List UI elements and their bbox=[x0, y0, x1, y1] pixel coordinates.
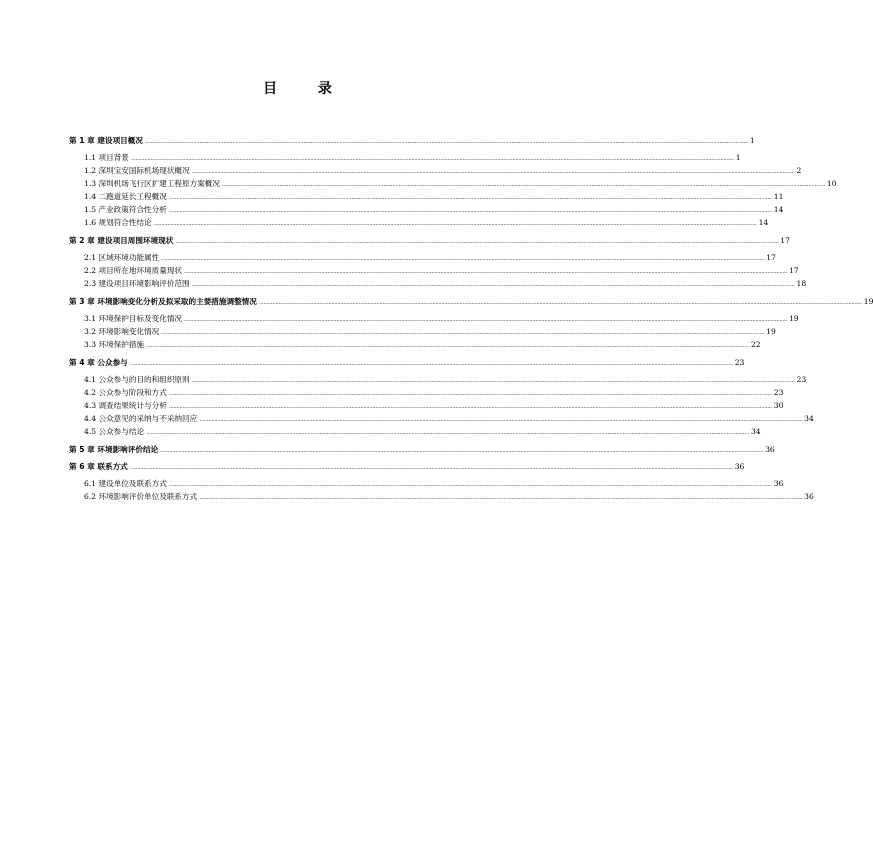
toc-dot-leader: ................................................................................................................................................................................................................................................................................................................................................................................................................ bbox=[160, 447, 764, 454]
toc-page-number: 36 bbox=[734, 462, 745, 471]
toc-entry-title: 第 3 章 环境影响变化分析及拟采取的主要措施调整情况 bbox=[69, 297, 257, 306]
toc-entry-title: 第 6 章 联系方式 bbox=[69, 462, 128, 471]
toc-section-entry[interactable] bbox=[69, 177, 837, 190]
toc-page-number: 17 bbox=[766, 253, 776, 262]
toc-dot-leader: ................................................................................................................................................................................................................................................................................................................................................................................................................ bbox=[184, 268, 787, 275]
toc-page-number: 19 bbox=[863, 297, 873, 306]
toc-dot-leader: ................................................................................................................................................................................................................................................................................................................................................................................................................ bbox=[153, 220, 757, 227]
toc-section-entry[interactable] bbox=[69, 312, 799, 325]
toc-dot-leader: ................................................................................................................................................................................................................................................................................................................................................................................................................ bbox=[146, 429, 749, 436]
toc-dot-leader: ................................................................................................................................................................................................................................................................................................................................................................................................................ bbox=[129, 464, 733, 471]
toc-page-number: 34 bbox=[804, 414, 814, 423]
toc-section-entry[interactable] bbox=[69, 412, 814, 425]
toc-section-entry[interactable] bbox=[69, 203, 784, 216]
toc-dot-leader: ................................................................................................................................................................................................................................................................................................................................................................................................................ bbox=[199, 416, 803, 423]
toc-dot-leader: ................................................................................................................................................................................................................................................................................................................................................................................................................ bbox=[191, 281, 795, 288]
toc-page-number: 2 bbox=[796, 166, 802, 175]
toc-dot-leader: ................................................................................................................................................................................................................................................................................................................................................................................................................ bbox=[129, 360, 733, 367]
toc-section-entry[interactable] bbox=[69, 373, 807, 386]
toc-chapter-entry[interactable] bbox=[69, 234, 790, 247]
toc-dot-leader: ................................................................................................................................................................................................................................................................................................................................................................................................................ bbox=[168, 207, 772, 214]
toc-page-number: 1 bbox=[749, 136, 755, 145]
toc-section-entry[interactable] bbox=[69, 264, 799, 277]
toc-dot-leader: ................................................................................................................................................................................................................................................................................................................................................................................................................ bbox=[222, 181, 825, 188]
toc-page-number: 17 bbox=[780, 236, 790, 245]
toc-section-entry[interactable] bbox=[69, 151, 741, 164]
toc-page-number: 23 bbox=[734, 358, 745, 367]
toc-dot-leader: ................................................................................................................................................................................................................................................................................................................................................................................................................ bbox=[144, 138, 748, 145]
toc-dot-leader: ................................................................................................................................................................................................................................................................................................................................................................................................................ bbox=[168, 403, 772, 410]
toc-chapter-entry[interactable] bbox=[69, 356, 745, 369]
toc-page-number: 36 bbox=[765, 445, 775, 454]
toc-section-entry[interactable] bbox=[69, 190, 784, 203]
toc-section-entry[interactable] bbox=[69, 399, 784, 412]
page-title: 目 录 bbox=[263, 81, 350, 97]
toc-entry-title: 1.1 项目背景 bbox=[84, 153, 129, 162]
toc-entry-title: 4.3 调查结果统计与分析 bbox=[84, 401, 167, 410]
table-of-contents bbox=[69, 134, 873, 503]
toc-section-entry[interactable] bbox=[69, 325, 776, 338]
toc-entry-title: 2.2 项目所在地环境质量现状 bbox=[84, 266, 183, 275]
toc-section-entry[interactable] bbox=[69, 490, 814, 503]
toc-dot-leader: ................................................................................................................................................................................................................................................................................................................................................................................................................ bbox=[191, 168, 795, 175]
toc-dot-leader: ................................................................................................................................................................................................................................................................................................................................................................................................................ bbox=[168, 481, 772, 488]
toc-entry-title: 1.2 深圳宝安国际机场现状概况 bbox=[84, 166, 190, 175]
toc-dot-leader: ................................................................................................................................................................................................................................................................................................................................................................................................................ bbox=[161, 255, 765, 262]
toc-entry-title: 6.1 建设单位及联系方式 bbox=[84, 479, 167, 488]
toc-dot-leader: ................................................................................................................................................................................................................................................................................................................................................................................................................ bbox=[130, 155, 734, 162]
toc-chapter-entry[interactable] bbox=[69, 134, 755, 147]
toc-entry-title: 第 4 章 公众参与 bbox=[69, 358, 128, 367]
toc-section-entry[interactable] bbox=[69, 251, 776, 264]
toc-page-number: 11 bbox=[773, 192, 784, 201]
toc-chapter-entry[interactable] bbox=[69, 460, 745, 473]
toc-dot-leader: ................................................................................................................................................................................................................................................................................................................................................................................................................ bbox=[161, 329, 765, 336]
toc-dot-leader: ................................................................................................................................................................................................................................................................................................................................................................................................................ bbox=[168, 390, 772, 397]
toc-page-number: 36 bbox=[804, 492, 814, 501]
toc-page-number: 34 bbox=[750, 427, 761, 436]
toc-entry-title: 1.5 产业政策符合性分析 bbox=[84, 205, 167, 214]
toc-dot-leader: ................................................................................................................................................................................................................................................................................................................................................................................................................ bbox=[191, 377, 795, 384]
toc-entry-title: 6.2 环境影响评价单位及联系方式 bbox=[84, 492, 198, 501]
toc-entry-title: 3.3 环境保护措施 bbox=[84, 340, 145, 349]
toc-section-entry[interactable] bbox=[69, 477, 784, 490]
toc-entry-title: 4.1 公众参与的目的和组织原则 bbox=[84, 375, 190, 384]
toc-dot-leader: ................................................................................................................................................................................................................................................................................................................................................................................................................ bbox=[175, 238, 779, 245]
toc-entry-title: 2.1 区域环境功能属性 bbox=[84, 253, 160, 262]
toc-page-number: 30 bbox=[773, 401, 784, 410]
toc-section-entry[interactable] bbox=[69, 216, 769, 229]
toc-page-number: 22 bbox=[750, 340, 761, 349]
toc-page-number: 14 bbox=[758, 218, 769, 227]
toc-entry-title: 1.6 规划符合性结论 bbox=[84, 218, 152, 227]
toc-entry-title: 第 2 章 建设项目周围环境现状 bbox=[69, 236, 174, 245]
toc-section-entry[interactable] bbox=[69, 277, 807, 290]
toc-entry-title: 1.3 深圳机场飞行区扩建工程原方案概况 bbox=[84, 179, 220, 188]
toc-dot-leader: ................................................................................................................................................................................................................................................................................................................................................................................................................ bbox=[146, 342, 749, 349]
toc-dot-leader: ................................................................................................................................................................................................................................................................................................................................................................................................................ bbox=[168, 194, 772, 201]
toc-chapter-entry[interactable] bbox=[69, 443, 775, 456]
toc-entry-title: 4.5 公众参与结论 bbox=[84, 427, 145, 436]
toc-entry-title: 第 1 章 建设项目概况 bbox=[69, 136, 143, 145]
toc-page-number: 14 bbox=[773, 205, 784, 214]
toc-page-number: 19 bbox=[766, 327, 776, 336]
toc-dot-leader: ................................................................................................................................................................................................................................................................................................................................................................................................................ bbox=[199, 494, 803, 501]
toc-entry-title: 1.4 二跑道延长工程概况 bbox=[84, 192, 167, 201]
toc-section-entry[interactable] bbox=[69, 164, 802, 177]
toc-entry-title: 2.3 建设项目环境影响评价范围 bbox=[84, 279, 190, 288]
toc-page-number: 10 bbox=[826, 179, 837, 188]
toc-dot-leader: ................................................................................................................................................................................................................................................................................................................................................................................................................ bbox=[184, 316, 787, 323]
toc-section-entry[interactable] bbox=[69, 386, 784, 399]
toc-page-number: 19 bbox=[788, 314, 799, 323]
toc-page-number: 17 bbox=[788, 266, 799, 275]
toc-section-entry[interactable] bbox=[69, 338, 761, 351]
toc-entry-title: 第 5 章 环境影响评价结论 bbox=[69, 445, 159, 454]
toc-entry-title: 4.4 公众意见的采纳与不采纳回应 bbox=[84, 414, 198, 423]
toc-entry-title: 3.2 环境影响变化情况 bbox=[84, 327, 160, 336]
toc-page-number: 18 bbox=[796, 279, 807, 288]
toc-page-number: 36 bbox=[773, 479, 784, 488]
toc-page-number: 23 bbox=[773, 388, 784, 397]
toc-dot-leader: ................................................................................................................................................................................................................................................................................................................................................................................................................ bbox=[258, 299, 862, 306]
toc-page-number: 1 bbox=[735, 153, 741, 162]
toc-entry-title: 3.1 环境保护目标及变化情况 bbox=[84, 314, 183, 323]
toc-entry-title: 4.2 公众参与阶段和方式 bbox=[84, 388, 167, 397]
toc-section-entry[interactable] bbox=[69, 425, 761, 438]
toc-chapter-entry[interactable] bbox=[69, 295, 873, 308]
toc-page-number: 23 bbox=[796, 375, 807, 384]
